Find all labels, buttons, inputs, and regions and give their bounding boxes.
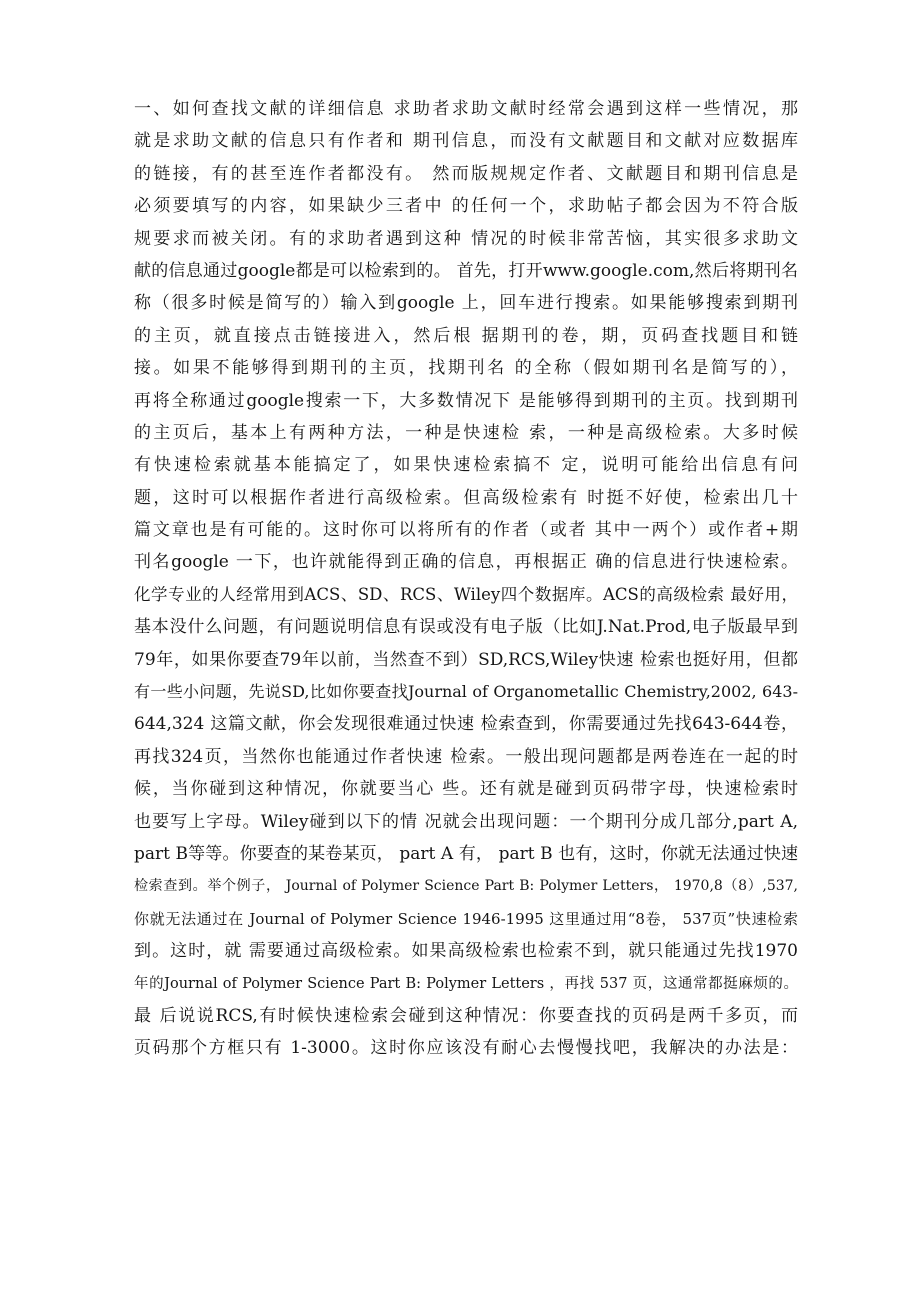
text-line: 的主页，就直接点击链接进入，然后根 据期刊的卷，期，页码查找题目和链 [134,325,798,346]
text-line: 到。这时，就 需要通过高级检索。如果高级检索也检索不到，就只能通过先找1970 [134,941,798,962]
text-line: 的主页后，基本上有两种方法，一种是快速检 索，一种是高级检索。大多时候 [134,422,798,443]
text-line: 称（很多时候是简写的）输入到google 上，回车进行搜索。如果能够搜索到期刊 [134,293,798,314]
text-line: 检索查到。举个例子， Journal of Polymer Science Part B: Polymer Letters， 1970,8（8）,537, [134,878,798,895]
text-line: 的链接，有的甚至连作者都没有。 然而版规规定作者、文献题目和期刊信息是 [134,163,798,184]
text-line: 规要求而被关闭。有的求助者遇到这种 情况的时候非常苦恼，其实很多求助文 [134,228,798,249]
text-line: 年的Journal of Polymer Science Part B: Polymer Letters ，再找 537 页，这通常都挺麻烦的。 [134,975,798,992]
text-line: 也要写上字母。Wiley碰到以下的情 况就会出现问题：一个期刊分成几部分,part A, [134,811,798,832]
text-line: 篇文章也是有可能的。这时你可以将所有的作者（或者 其中一两个）或作者+期 [134,520,798,541]
text-line: 最 后说说RCS,有时候快速检索会碰到这种情况：你要查找的页码是两千多页，而 [134,1005,798,1026]
text-line: 必须要填写的内容，如果缺少三者中 的任何一个，求助帖子都会因为不符合版 [134,196,798,217]
text-line: 再将全称通过google搜索一下，大多数情况下 是能够得到期刊的主页。找到期刊 [134,390,798,411]
text-line: 候，当你碰到这种情况，你就要当心 些。还有就是碰到页码带字母，快速检索时 [134,779,798,800]
text-line: 你就无法通过在 Journal of Polymer Science 1946-1995 这里通过用“8卷， 537页”快速检索 [134,909,798,928]
text-line: 接。如果不能够得到期刊的主页，找期刊名 的全称（假如期刊名是简写的）， [134,358,798,379]
text-line: 有快速检索就基本能搞定了，如果快速检索搞不 定，说明可能给出信息有问 [134,455,798,476]
text-line: 644,324 这篇文献，你会发现很难通过快速 检索查到，你需要通过先找643-644卷， [134,714,798,735]
text-line: 刊名google 一下，也许就能得到正确的信息，再根据正 确的信息进行快速检索。 [134,552,798,573]
text-line: 题，这时可以根据作者进行高级检索。但高级检索有 时挺不好使，检索出几十 [134,487,798,508]
text-line: 79年，如果你要查79年以前，当然查不到）SD,RCS,Wiley快速 检索也挺好用，但都 [134,649,798,670]
text-line: 一、如何查找文献的详细信息 求助者求助文献时经常会遇到这样一些情况，那 [134,99,798,119]
text-line: 化学专业的人经常用到ACS、SD、RCS、Wiley四个数据库。ACS的高级检索 最好用， [134,584,798,604]
text-line: 页码那个方框只有 1-3000。这时你应该没有耐心去慢慢找吧，我解决的办法是： [134,1038,798,1059]
text-line: 有一些小问题，先说SD,比如你要查找Journal of Organometallic Chemistry,2002, 643- [134,682,798,702]
text-line: 献的信息通过google都是可以检索到的。 首先，打开www.google.com,然后将期刊名 [134,260,798,281]
text-line: 基本没什么问题，有问题说明信息有误或没有电子版（比如J.Nat.Prod,电子版最早到 [134,617,798,638]
text-line: part B等等。你要查的某卷某页， part A 有， part B 也有，这时，你就无法通过快速 [134,843,798,864]
document-body [0,93,920,1065]
text-line: 再找324页，当然你也能通过作者快速 检索。一般出现问题都是两卷连在一起的时 [134,746,798,767]
text-line: 就是求助文献的信息只有作者和 期刊信息，而没有文献题目和文献对应数据库 [134,131,798,152]
